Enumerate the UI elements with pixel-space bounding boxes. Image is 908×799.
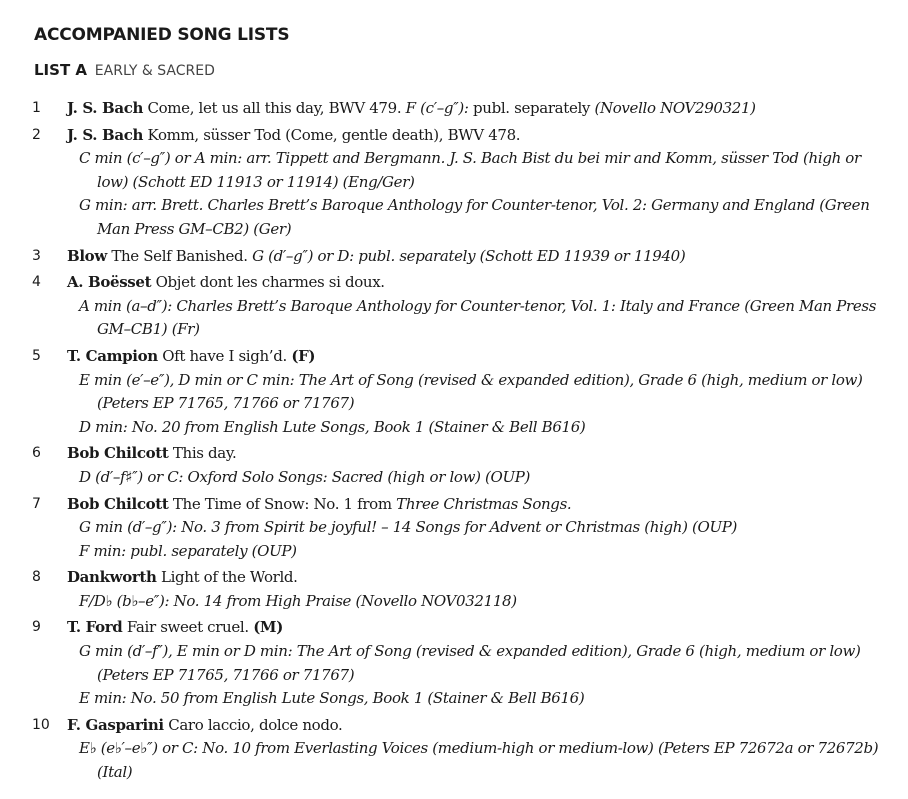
- edition-line: [0, 737, 908, 784]
- edition-line: [0, 147, 908, 194]
- item-line: [0, 345, 908, 369]
- item-number: 10: [32, 716, 50, 733]
- edition-text: G min (d′–g″): No. 3 from Spirit be joyful! – 14 Songs for Advent or Christmas (high) (OUP): [79, 518, 738, 537]
- list-heading: [34, 61, 215, 79]
- edition-line: [0, 516, 908, 540]
- edition-text: C min (c′–g″) or A min: arr. Tippett and Bergmann. J. S. Bach Bist du bei mir and Komm, süsser Tod (high or low) (Schott ED 11913 or 11914) (Eng/Ger): [79, 149, 861, 191]
- edition-text: E min: No. 50 from English Lute Songs, Book 1 (Stainer & Bell B616): [79, 689, 585, 708]
- item-line: [0, 442, 908, 466]
- edition-line: [0, 369, 908, 416]
- composer: A. Boësset: [67, 273, 152, 292]
- composer: T. Ford: [67, 618, 123, 637]
- edition-line: [0, 416, 908, 440]
- edition-text: A min (a–d″): Charles Brett’s Baroque Anthology for Counter-tenor, Vol. 1: Italy and France (Green Man Press GM–CB1) (Fr): [79, 296, 877, 339]
- composer: Blow: [67, 246, 107, 265]
- edition-text: D min: No. 20 from English Lute Songs, Book 1 (Stainer & Bell B616): [79, 417, 586, 436]
- item-line: [0, 97, 908, 121]
- edition-line: [0, 295, 908, 342]
- item-number: 7: [32, 495, 41, 512]
- list-item: [0, 124, 908, 242]
- list-item: [0, 566, 908, 613]
- list-item: [0, 271, 908, 342]
- composer: J. S. Bach: [67, 125, 144, 144]
- edition-text: F/D♭ (b♭–e″): No. 14 from High Praise (Novello NOV032118): [79, 591, 517, 610]
- song-title: The Time of Snow: No. 1 from: [172, 494, 392, 513]
- item-line: [0, 271, 908, 295]
- song-title: Caro laccio, dolce nodo.: [168, 715, 343, 734]
- song-title: Light of the World.: [160, 568, 298, 587]
- edition-line: [0, 540, 908, 564]
- composer: F. Gasparini: [67, 715, 164, 734]
- page-title: ACCOMPANIED SONG LISTS: [34, 25, 290, 45]
- composer: Dankworth: [67, 568, 157, 587]
- item-line: [0, 616, 908, 640]
- list-item: [0, 493, 908, 564]
- list-item: [0, 97, 908, 121]
- composer: Bob Chilcott: [67, 444, 169, 463]
- song-title: Oft have I sigh’d.: [162, 346, 287, 365]
- item-line: [0, 493, 908, 517]
- edition-line: [0, 194, 908, 241]
- item-number: 3: [32, 247, 41, 264]
- song-collection: Three Christmas Songs.: [396, 494, 572, 513]
- edition-text: E min (e′–e″), D min or C min: The Art of Song (revised & expanded edition), Grade 6 (high, medium or low) (Peters EP 71765, 71766 or 71767): [79, 370, 863, 413]
- edition-text: F min: publ. separately (OUP): [79, 541, 297, 560]
- list-subtitle: EARLY & SACRED: [94, 63, 215, 79]
- item-line: [0, 124, 908, 148]
- publisher: (Novello NOV290321): [594, 99, 756, 117]
- composer: Bob Chilcott: [67, 494, 169, 513]
- edition-line: [0, 590, 908, 614]
- list-item: [0, 345, 908, 439]
- composer: T. Campion: [67, 346, 158, 365]
- list-item: [0, 616, 908, 710]
- song-title: Objet dont les charmes si doux.: [155, 273, 385, 292]
- song-list: [0, 97, 908, 785]
- item-number: 8: [32, 569, 41, 586]
- song-title: This day.: [172, 444, 237, 463]
- edition-text: G min: arr. Brett. Charles Brett’s Baroque Anthology for Counter-tenor, Vol. 2: Germany and England (Green Man Press GM–CB2) (Ger): [79, 196, 870, 238]
- item-number: 5: [32, 347, 41, 364]
- item-line: [0, 714, 908, 738]
- edition-line: [0, 687, 908, 711]
- item-number: 1: [32, 100, 41, 116]
- song-title: Fair sweet cruel.: [126, 618, 249, 637]
- item-number: 6: [32, 445, 41, 462]
- edition-text: E♭ (e♭′–e♭″) or C: No. 10 from Everlasting Voices (medium-high or medium-low) (Peters EP 72672a or 72672b) (Ital): [79, 739, 879, 782]
- list-item: [0, 714, 908, 785]
- voice-tag: (F): [291, 346, 316, 365]
- edition-text: G min (d′–f″), E min or D min: The Art of Song (revised & expanded edition), Grade 6 (high, medium or low) (Peters EP 71765, 71766 or 71767): [79, 642, 861, 684]
- item-number: 9: [32, 619, 41, 636]
- item-number: 2: [32, 126, 41, 143]
- edition-text: G (d′–g″) or D: publ. separately (Schott ED 11939 or 11940): [252, 246, 686, 265]
- song-title: The Self Banished.: [111, 246, 248, 265]
- voice-tag: (M): [253, 618, 283, 637]
- item-line: [0, 566, 908, 590]
- song-title: Komm, süsser Tod (Come, gentle death), BWV 478.: [147, 125, 521, 144]
- list-item: [0, 442, 908, 489]
- item-line: [0, 245, 908, 269]
- pub-text: publ. separately: [468, 99, 595, 117]
- list-item: [0, 245, 908, 269]
- song-title: Come, let us all this day, BWV 479.: [147, 99, 402, 117]
- edition-line: [0, 466, 908, 490]
- composer: J. S. Bach: [67, 99, 144, 117]
- edition-line: [0, 640, 908, 687]
- edition-text: D (d′–f♯″) or C: Oxford Solo Songs: Sacred (high or low) (OUP): [79, 467, 530, 486]
- list-label: LIST A: [34, 61, 88, 79]
- item-number: 4: [32, 274, 41, 291]
- key-range: F (c′–g″):: [405, 99, 469, 117]
